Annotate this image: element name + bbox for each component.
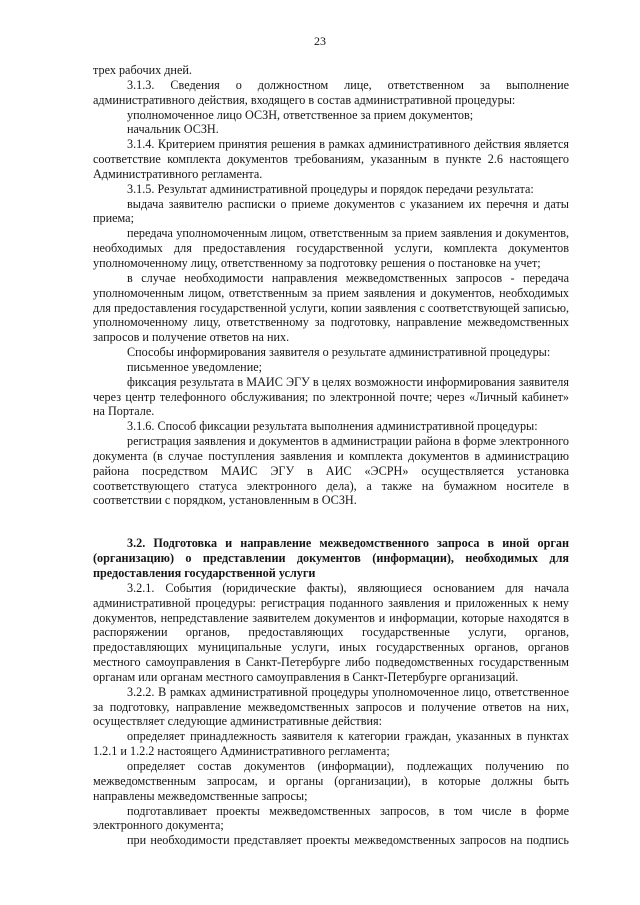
paragraph: в случае необходимости направления межведомственных запросов - передача уполномоченным лицом, ответственным за прием заявления и документов, необходимых для предоставления государственной услуги, копии заявления с соответствующей записью, уполномоченному лицу, ответственному за подготовку, направление межведомственных запросов и получение ответов на них.: [93, 270, 569, 345]
paragraph: 3.2.1. События (юридические факты), являющиеся основанием для начала административной процедуры: регистрация поданного заявления и приложенных к нему документов, непредставление заявителем документов и информации, которые находятся в распоряжении органов, предоставляющих государственные услуги, органов, предоставляющих муниципальные услуги, иных государственных органов, органов местного самоуправления в Санкт-Петербурге либо подведомственных государственным органам или органам местного самоуправления в Санкт-Петербурге организаций.: [93, 580, 569, 684]
paragraph: регистрация заявления и документов в администрации района в форме электронного документа (в случае поступления заявления и комплекта документов в администрацию района посредством МАИС ЭГУ в АИС «ЭСРН» осуществляется установка соответствующего статуса электронного дела), а также на бумажном носителе в соответствии с порядком, установленным в ОСЗН.: [93, 434, 569, 508]
paragraph: начальник ОСЗН.: [127, 122, 219, 137]
section-heading: 3.2. Подготовка и направление межведомственного запроса в иной орган (организацию) о представлении документов (информации), необходимых для предоставления государственной услуги: [93, 536, 569, 580]
paragraph: 3.1.3. Сведения о должностном лице, ответственном за выполнение административного действия, входящего в состав административной процедуры:: [93, 77, 569, 107]
section-spacer: [93, 508, 569, 536]
paragraph: 3.1.6. Способ фиксации результата выполнения административной процедуры:: [127, 419, 538, 434]
paragraph: определяет состав документов (информации), подлежащих получению по межведомственным запросам, и органы (организации), в которые должны быть направлены межведомственные запросы;: [93, 758, 569, 803]
paragraph: фиксация результата в МАИС ЭГУ в целях возможности информирования заявителя через центр телефонного обслуживания; по электронной почте; через «Личный кабинет» на Портале.: [93, 374, 569, 419]
paragraph: уполномоченное лицо ОСЗН, ответственное за прием документов;: [127, 107, 474, 122]
paragraph: 3.1.5. Результат административной процедуры и порядок передачи результата:: [127, 181, 534, 196]
paragraph: письменное уведомление;: [127, 359, 263, 374]
paragraph: при необходимости представляет проекты межведомственных запросов на подпись: [127, 833, 569, 848]
page-number: 23: [314, 34, 326, 48]
paragraph: подготавливает проекты межведомственных запросов, в том числе в форме электронного документа;: [93, 803, 569, 833]
paragraph: трех рабочих дней.: [93, 63, 192, 77]
paragraph: Способы информирования заявителя о результате административной процедуры:: [127, 345, 551, 360]
paragraph: 3.1.4. Критерием принятия решения в рамках административного действия является соответствие комплекта документов требованиям, указанным в пункте 2.6 настоящего Административного регламента.: [93, 137, 569, 181]
paragraph: определяет принадлежность заявителя к категории граждан, указанных в пунктах 1.2.1 и 1.2.2 настоящего Административного регламента;: [93, 729, 569, 759]
paragraph: передача уполномоченным лицом, ответственным за прием заявления и документов, необходимых для предоставления государственной услуги, комплекта документов уполномоченному лицу, ответственному за подготовку решения о постановке на учет;: [93, 226, 569, 270]
paragraph: выдача заявителю расписки о приеме документов с указанием их перечня и даты приема;: [93, 196, 569, 226]
paragraph: 3.2.2. В рамках административной процедуры уполномоченное лицо, ответственное за подготовку, направление межведомственных запросов и получение ответов на них, осуществляет следующие административные действия:: [93, 684, 569, 729]
document-body: [93, 63, 569, 848]
